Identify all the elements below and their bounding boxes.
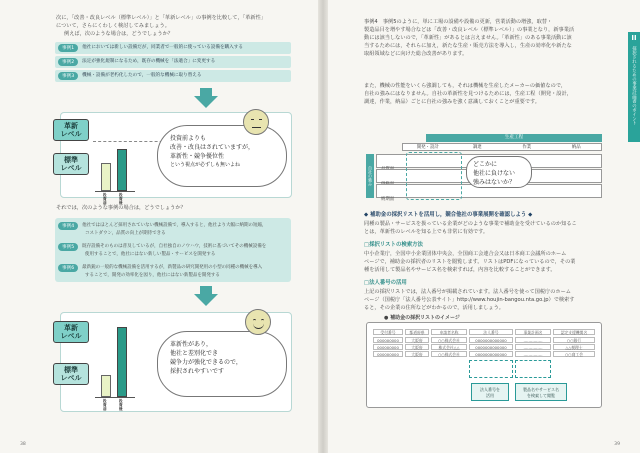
intro-line: について，さらにくわしく検討してみましょう。 <box>56 23 170 29</box>
standard-level-label: 標準 レベル <box>53 363 89 385</box>
case-row <box>55 70 291 82</box>
section-heading: ◆ 補助金の採択リストを活用し，競合他社の事業展開を確認しよう ◆ <box>364 212 533 218</box>
mini-cell: △△税理士 <box>553 344 595 350</box>
speech-line: 他社と差別化でき <box>170 350 219 357</box>
mini-cell: 000000000 <box>373 351 403 357</box>
speech-line: 革新性があり， <box>170 341 213 348</box>
intro-line: 例えば，次のような場合は，どうでしょうか？ <box>64 31 173 37</box>
baseline <box>95 191 135 192</box>
callout-bubble <box>466 156 532 188</box>
mini-cell: 0000000000000 <box>469 337 513 343</box>
body-line: 調達，作業，納品）ごとに自社の強みを強く意識しておくことが重要です。 <box>364 99 540 105</box>
mini-cell: ○○商工会 <box>553 351 595 357</box>
intro-text <box>56 14 266 38</box>
mini-cell: 000000000 <box>373 344 403 350</box>
section-text <box>364 220 577 236</box>
callout-line: どこかに <box>473 161 498 168</box>
subsection-text <box>364 288 575 312</box>
x-label-after: 投 資 後 <box>119 193 123 205</box>
innovation-level-label: 革新 レベル <box>53 119 89 141</box>
intro-line: 次に，「改善・改良レベル（標準レベル）」と「革新レベル」の事例を比較して，「革新性」 <box>56 15 266 21</box>
mini-cell: 000000000 <box>373 337 403 343</box>
mini-cell: …………… <box>515 337 551 343</box>
mini-col-header: 申請者名称 <box>431 329 467 335</box>
bar-before <box>101 163 111 191</box>
strength-highlight <box>406 152 462 200</box>
body-line: 製造品目を増やす場合などは「改善・改良レベル（標準レベル）」の事業となり，新事業活 <box>364 27 575 33</box>
callout-corp-number: 法人番号を 活用 <box>471 383 509 401</box>
callout-line: 他社に負けない <box>473 170 516 177</box>
body-line: ると，その企業の住所などがわかるので，活用しましょう。 <box>364 305 504 311</box>
left-page <box>0 0 318 453</box>
figure-innovation-level <box>60 312 292 412</box>
page-number: 38 <box>20 442 26 447</box>
body-line: また，機械の性能をいくら強調しても，それは機械を生産したメーカーの価値なので， <box>364 83 567 89</box>
body-line: 自社の強みにはなりません。自社の革新性を見つけるためには，生産工程（開発・設計， <box>364 91 572 97</box>
subsection-text <box>364 250 575 274</box>
mini-col-header: 都道府県 <box>405 329 429 335</box>
innovation-level-label: 革新 レベル <box>53 321 89 343</box>
mini-cell: ○○株式会社 <box>431 351 467 357</box>
down-arrow-icon <box>194 294 218 306</box>
table-title: 生産工程 <box>426 134 602 142</box>
body-line: 取組領域などに向けた総合改善があります。 <box>364 51 468 57</box>
mini-col-header: 認定支援機関名 <box>553 329 595 335</box>
table-side-label: 自社の強み <box>366 154 374 198</box>
mini-cell: ○○株式会社 <box>431 337 467 343</box>
callout-product-search: 製品名やサービス名 を検索して閲覧 <box>515 383 567 401</box>
chapter-title: 採択されるための事業計画書のポイント <box>631 46 637 126</box>
case-text: 機械・設備が老朽化したので，一般的な機械に取り替える <box>82 73 202 78</box>
case-row <box>55 42 291 54</box>
table-row-label: 納期面 <box>381 197 395 202</box>
callout-line: 強みはないか？ <box>473 179 516 186</box>
case-text: コストダウン，品質の向上が期待できる <box>85 231 166 236</box>
mini-cell: ○○銀行 <box>553 337 595 343</box>
bar-after <box>117 149 127 191</box>
paragraph-1 <box>364 18 614 58</box>
case-text: 最新鋭の一般的な機械設備を活用するが，新製品の研究開発用の小型の同種の機械を導入 <box>82 264 263 270</box>
mini-col-header: 事業計画名 <box>515 329 551 335</box>
x-label-before: 投 資 前 <box>103 399 107 411</box>
figure-standard-level <box>60 112 292 205</box>
chapter-side-tab <box>628 32 640 142</box>
case-text: することで，開発の効率化を図り，他社にはない新製品を開発する <box>85 273 220 278</box>
mini-col-header: 受付番号 <box>373 329 403 335</box>
mini-cell: 大阪府 <box>405 344 429 350</box>
case-text: 使用することで，他社にはない新しい製品・サービスを開発する <box>85 252 216 257</box>
speech-line: 採択されやすいです <box>170 368 225 375</box>
speech-line: 改善・改良はされていますが， <box>170 144 255 151</box>
page-number: 39 <box>614 442 620 447</box>
chapter-number: II <box>631 34 637 42</box>
highlight-corp-number <box>469 360 513 378</box>
body-line: 種を活用して製品名やサービス名を検索すれば，内容を比較することができます。 <box>364 267 556 273</box>
speech-bubble <box>157 125 287 187</box>
standard-level-label: 標準 レベル <box>53 153 89 175</box>
case-b-panel <box>55 218 291 282</box>
case-tag: 事例3 <box>58 72 78 80</box>
case-row <box>55 221 291 230</box>
highlight-plan-name <box>515 360 551 378</box>
speech-line: という視点が必ずしも無いよね <box>170 162 241 168</box>
down-arrow-icon <box>200 88 212 96</box>
case-tag: 事例6 <box>58 264 78 272</box>
case-text: 既存設備そのものは普及しているが，自社独自のノウハウ，技術に基づいてその機械設備を <box>82 243 267 249</box>
mini-cell: 0000000000000 <box>469 351 513 357</box>
case-tag: 事例4 <box>58 222 78 230</box>
mini-cell: …………… <box>515 344 551 350</box>
book-gutter <box>318 0 328 453</box>
body-line: 中小企業庁，全国中小企業団体中央会，全国商工会連合会又は日本商工会議所のホーム <box>364 251 567 257</box>
down-arrow-icon <box>200 286 212 294</box>
body-line: 事例4 事例5のように，単に工場の設備や設備の更新，営業活動の増強，取替・ <box>364 19 553 25</box>
speech-line: 競争力が強化できるので， <box>170 359 242 366</box>
table-col: 作業 <box>522 145 532 150</box>
case-row <box>55 242 291 251</box>
case-tag: 事例5 <box>58 243 78 251</box>
right-page <box>328 0 640 453</box>
neutral-face-icon <box>243 109 269 135</box>
case-text: 他社においては新しい設備だが，同業者で一般的に使っている設備を購入する <box>82 45 243 50</box>
body-line: ページ（国税庁「法人番号公表サイト」http://www.houjin-bangou.nta.go.jp）で検索す <box>364 297 575 303</box>
case-text: 法定が強化規制になるため，既存の機械を「法適合」に変更する <box>82 59 216 64</box>
case-tag: 事例2 <box>58 58 78 66</box>
mini-cell: 0000000000000 <box>469 344 513 350</box>
table-col: 調達 <box>472 145 482 150</box>
baseline <box>95 397 135 398</box>
x-label-before: 投 資 前 <box>103 193 107 205</box>
mini-figure-title: ● 補助金の採択リストのイメージ <box>384 315 460 321</box>
smiling-face-icon <box>245 309 271 335</box>
case-row <box>55 56 291 68</box>
case-row <box>55 263 291 272</box>
table-col: 納品 <box>571 145 581 150</box>
down-arrow-icon <box>194 96 218 108</box>
production-process-table <box>366 134 602 202</box>
body-line: 動には該当しないので，「革新性」があるとは言えません。「革新性」のある事業活動に該 <box>364 35 572 41</box>
mini-col-header: 法人番号 <box>469 329 513 335</box>
speech-line: 革新性・競争優位性 <box>170 153 225 160</box>
mini-cell: 株式会社△△ <box>431 344 467 350</box>
bar-before <box>101 375 111 397</box>
subheading: □法人番号の活用 <box>364 280 407 286</box>
body-line: 当するためには，それらに加え，新たな生産・販売方法を導入し，生産の効率化や新たな <box>364 43 572 49</box>
mini-cell: …………… <box>515 351 551 357</box>
body-line: 上記の採択リストでは，法人番号が掲載されています。法人番号を使って国税庁のホーム <box>364 289 571 295</box>
paragraph-2 <box>364 82 614 106</box>
bar-after <box>117 327 127 397</box>
speech-line: 投資前よりも <box>170 135 207 142</box>
mini-cell: 大阪府 <box>405 337 429 343</box>
subheading: □採択リストの検索方法 <box>364 242 423 248</box>
speech-bubble <box>157 331 287 397</box>
mid-line: それでは，次のような事例の場合は，どうでしょうか？ <box>56 205 186 211</box>
case-text: 他社ではほとんど採用されていない機械設備で，導入すると，他社より大幅に納期の短縮， <box>82 222 267 228</box>
award-list-image <box>366 322 602 408</box>
case-tag: 事例1 <box>58 44 78 52</box>
body-line: ページで，補助金の採択者のリストを閲覧します。リストはPDFになっているので，その業 <box>364 259 576 265</box>
body-line: 同種の製品・サービスを扱っている企業がどのような事業で補助金を受けているのか知るこ <box>364 221 577 227</box>
table-col: 開発・設計 <box>416 145 439 150</box>
table-header <box>402 143 602 151</box>
body-line: とは，革新性のレベルを知る上でも非常に有効です。 <box>364 229 489 235</box>
x-label-after: 投 資 後 <box>119 399 123 411</box>
mini-cell: 大阪府 <box>405 351 429 357</box>
